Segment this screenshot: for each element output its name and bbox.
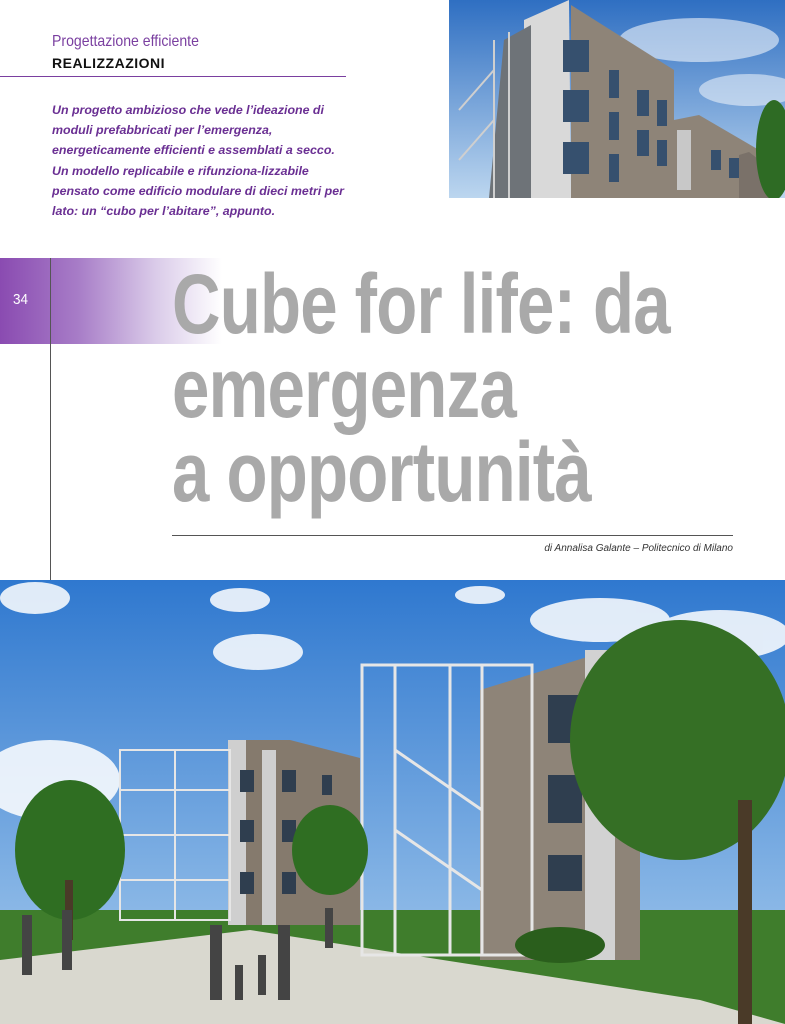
title-divider (172, 535, 733, 536)
header-divider (0, 76, 346, 77)
building-photo-main (0, 580, 785, 1024)
section-title: REALIZZAZIONI (52, 55, 166, 71)
page-number: 34 (13, 291, 29, 308)
intro-paragraph: Un progetto ambizioso che vede l’ideazione di moduli prefabbricati per l’emergenza, energeticamente efficienti e assemblati a secco. Un modello replicabile e rifunziona-lizzabile pensato come edificio modulare di dieci metri per lato: un “cubo per l’abitare”, appunto. (52, 103, 344, 219)
vertical-divider (50, 258, 51, 580)
article-headline (172, 257, 670, 519)
headline-line-3: a opportunità (172, 425, 591, 519)
byline: di Annalisa Galante – Politecnico di Milano (544, 543, 733, 554)
headline-line-2: emergenza (172, 341, 516, 435)
building-photo-top (449, 0, 785, 198)
headline-line-1: Cube for life: da (172, 257, 670, 351)
section-label: Progettazione efficiente (52, 33, 199, 50)
